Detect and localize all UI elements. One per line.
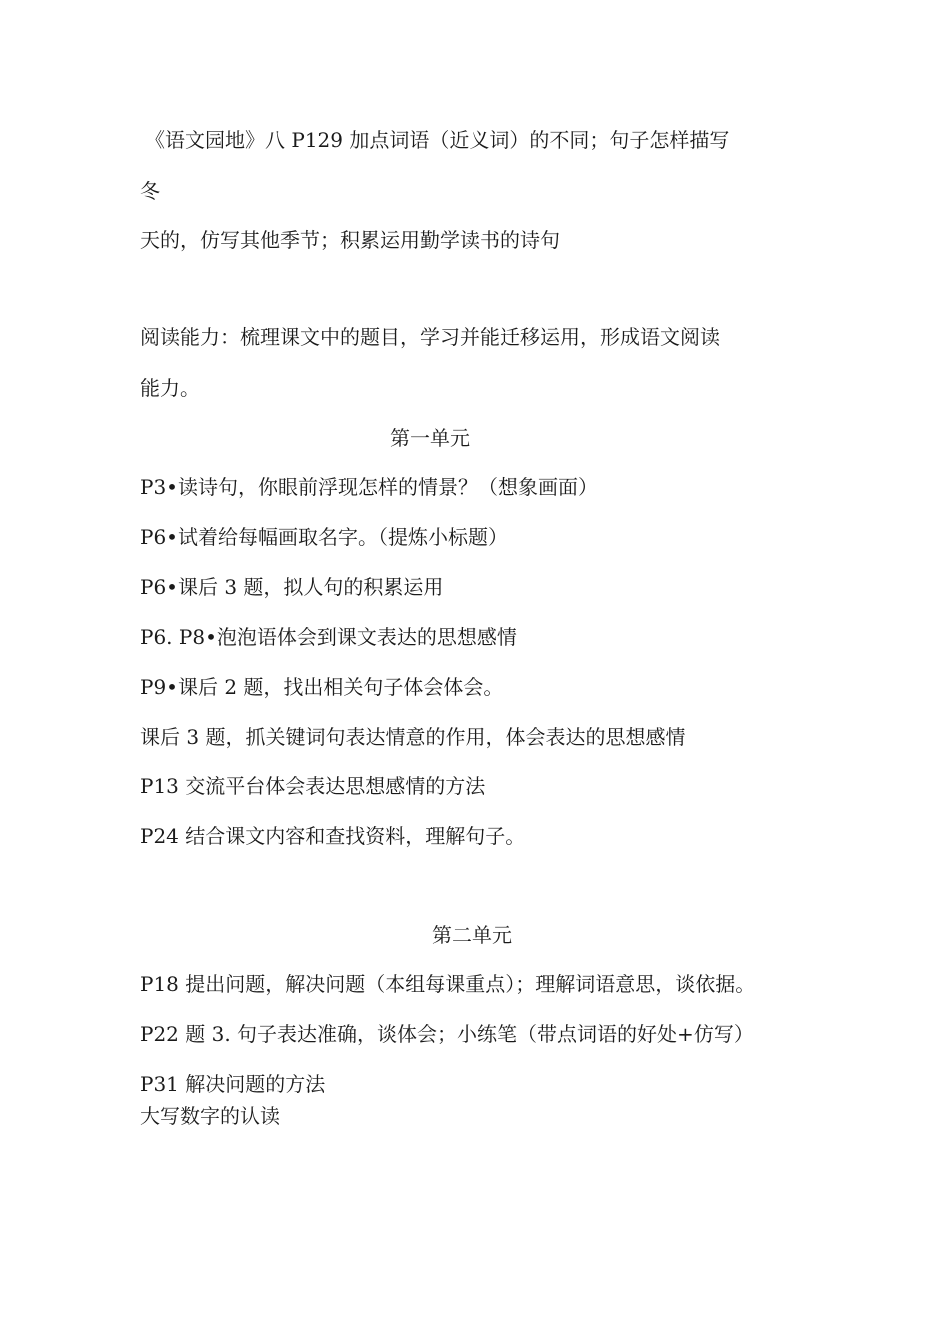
unit1-item: P3•读诗句，你眼前浮现怎样的情景？（想象画面） bbox=[140, 475, 598, 499]
intro-line-2: 冬 bbox=[140, 179, 160, 203]
unit1-item: P9•课后 2 题，找出相关句子体会体会。 bbox=[140, 675, 504, 699]
unit1-item: 课后 3 题，抓关键词句表达情意的作用，体会表达的思想感情 bbox=[140, 725, 686, 749]
unit1-item: P6•课后 3 题，拟人句的积累运用 bbox=[140, 575, 444, 599]
unit1-item: P24 结合课文内容和查找资料，理解句子。 bbox=[140, 824, 526, 848]
unit2-item: P18 提出问题，解决问题（本组每课重点）；理解词语意思，谈依据。 bbox=[140, 972, 756, 996]
unit1-item: P6. P8•泡泡语体会到课文表达的思想感情 bbox=[140, 625, 517, 649]
unit1-item: P13 交流平台体会表达思想感情的方法 bbox=[140, 774, 486, 798]
intro-line-1: 《语文园地》八 P129 加点词语（近义词）的不同；句子怎样描写 bbox=[145, 128, 730, 152]
unit2-title: 第二单元 bbox=[432, 923, 512, 947]
unit2-item: 大写数字的认读 bbox=[140, 1104, 280, 1128]
unit1-title: 第一单元 bbox=[390, 426, 470, 450]
intro-line-3: 天的，仿写其他季节；积累运用勤学读书的诗句 bbox=[140, 228, 560, 252]
reading-ability-line-2: 能力。 bbox=[140, 376, 200, 400]
unit2-item: P31 解决问题的方法 bbox=[140, 1072, 326, 1096]
unit2-item: P22 题 3. 句子表达准确，谈体会；小练笔（带点词语的好处+仿写） bbox=[140, 1022, 754, 1046]
reading-ability-line-1: 阅读能力：梳理课文中的题目，学习并能迁移运用，形成语文阅读 bbox=[140, 325, 720, 349]
unit1-item: P6•试着给每幅画取名字。（提炼小标题） bbox=[140, 525, 508, 549]
